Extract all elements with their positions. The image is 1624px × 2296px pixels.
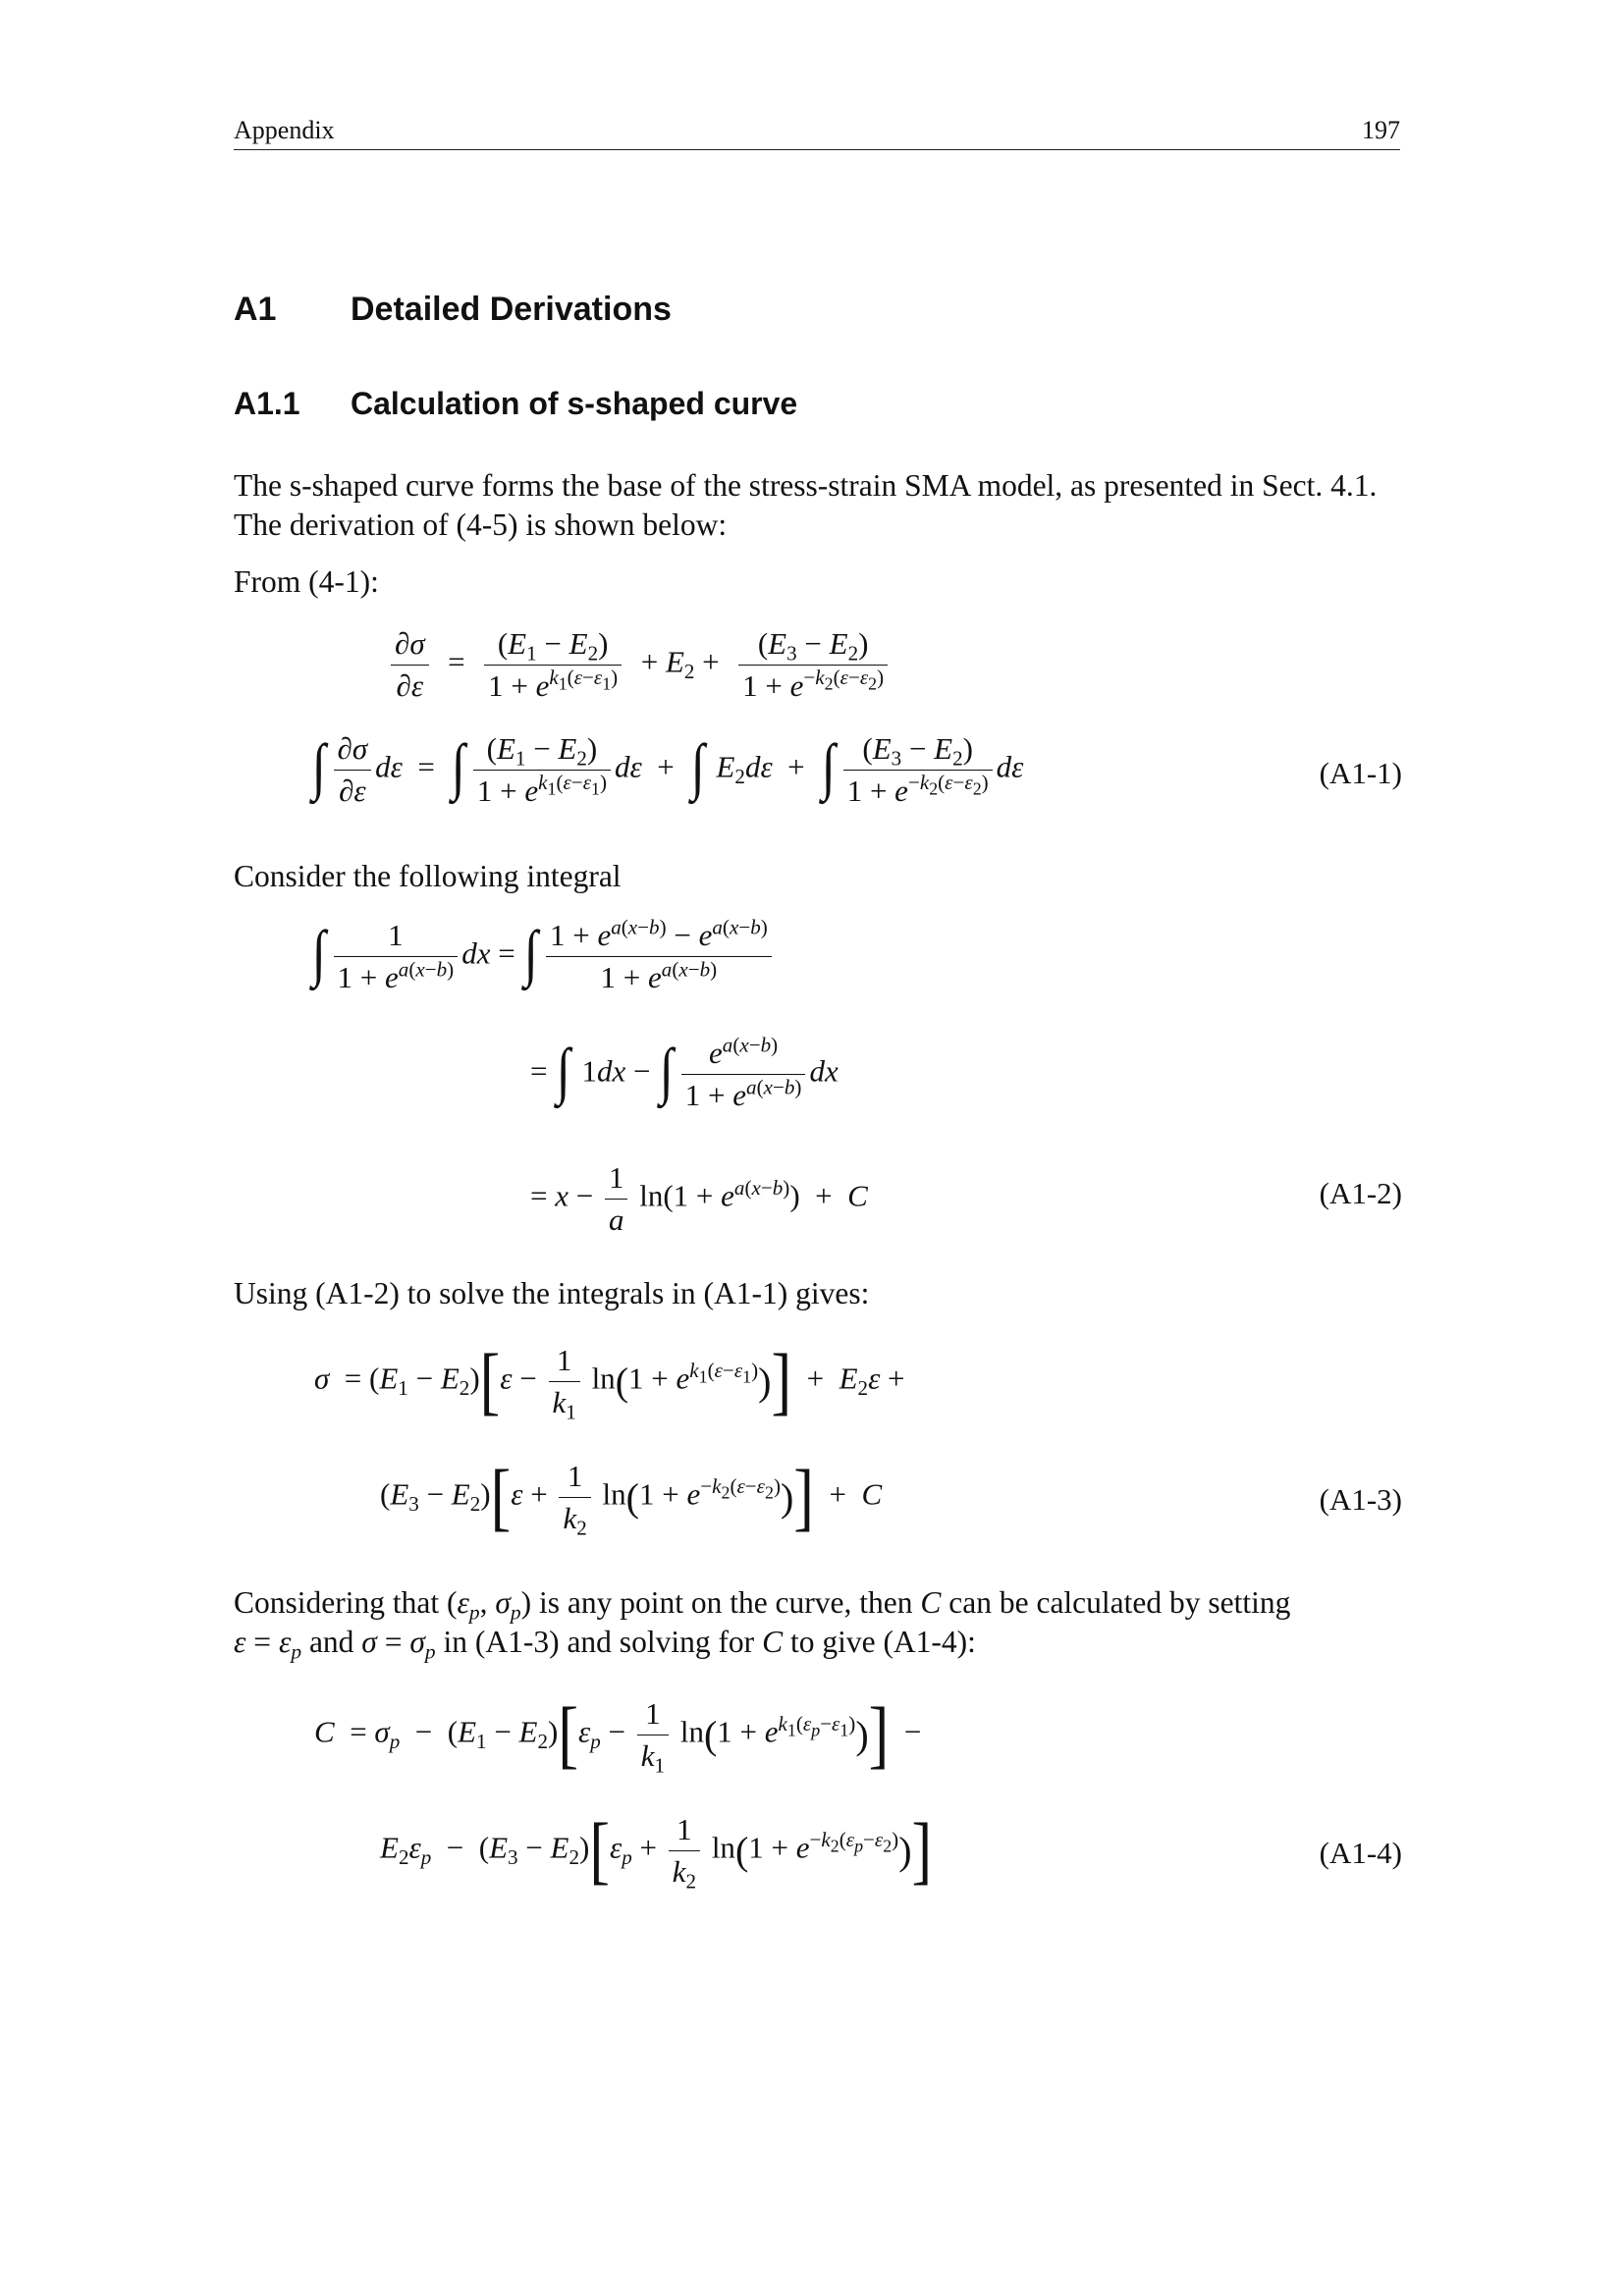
considering-text-a: Considering that ( (234, 1585, 458, 1620)
equation-label-a1-3: (A1-3) (1319, 1482, 1402, 1517)
considering-paragraph: Considering that ($\varepsilon_p$, $\sigma_p$) is any point on the curve, then C can be calculated by setting $\varepsilon = \varepsilon_p$ and $\sigma = \sigma_p$ in (A1-3) and solving for C to give (A1-4): (234, 1585, 1291, 1664)
equation-a1-4-line-2: $E_2\varepsilon_p - (E_3 - E_2)[\varepsilon_p$ + $\frac{1}{k_2}$ $\ln(1 + e^{-k_2(\varepsilon_p-\varepsilon_2)})$] (380, 1808, 933, 1894)
from-text: From (4-1): (234, 564, 379, 599)
equation-a1-4-line-1: $C = \sigma_p - (E_1 - E_2)[\varepsilon_p$ − $\frac{1}{k_1}$ $\ln(1 + e^{k_1(\varepsilon_p-\varepsilon_1)})$] − (314, 1692, 922, 1778)
equation-label-a1-2: (A1-2) (1319, 1176, 1402, 1210)
running-header (234, 110, 1400, 150)
consider-text: Consider the following integral (234, 859, 622, 893)
equation-label-a1-4: (A1-4) (1319, 1836, 1402, 1870)
subsection-title: Calculation of s-shaped curve (351, 386, 798, 421)
equation-a1-2-line-3: = x − $\frac{1}{a}$ $\ln(1 + e^{a(x-b)}) + C$ (530, 1160, 868, 1237)
header-title: Appendix (234, 116, 335, 144)
subsection-number: A1.1 (234, 386, 300, 421)
equation-a1-3-line-2: $(E_3 - E_2)[\varepsilon$ + $\frac{1}{k_2}$ $\ln(1 + e^{-k_2(\varepsilon-\varepsilon_2)})] + C$ (380, 1455, 883, 1540)
considering-text-e: to give (A1-4): (783, 1625, 976, 1659)
equation-a1-3-line-1: $\sigma = (E_1 - E_2)[\varepsilon$ − $\frac{1}{k_1}$ $\ln(1 + e^{k_1(\varepsilon-\varepsilon_1)})] + E_2\varepsilon$ + (314, 1339, 905, 1424)
equation-label-a1-1: (A1-1) (1319, 756, 1402, 790)
considering-text-b: ) is any point on the curve, then (520, 1585, 921, 1620)
section-title: Detailed Derivations (351, 291, 672, 328)
section-number: A1 (234, 291, 277, 328)
considering-text-d: in (A1-3) and solving for (435, 1625, 763, 1659)
using-text: Using (A1-2) to solve the integrals in (A1-1) gives: (234, 1276, 870, 1310)
considering-text-c: can be calculated by setting (941, 1585, 1291, 1620)
equation-a1-1: ∫ $\frac{\partial\sigma}{\partial\varepsilon}$ dε = ∫ $\frac{(E_1 - E_2)}{1 + e^{k_1(\varepsilon-\varepsilon_1)}}$ dε + ∫ $E_2d\varepsilon$ + ∫ $\frac{(E_3 - E_2)}{1 + e^{-k_2(\varepsilon-\varepsilon_2)}}$ dε (311, 730, 1024, 808)
intro-paragraph: The s-shaped curve forms the base of the stress-strain SMA model, as presented in Sect. 4.1. The derivation of (4-5) is shown below: (234, 468, 1378, 542)
equation-a1-2-line-1: ∫ $\frac{1}{1 + e^{a(x-b)}}$ dx = ∫ $\frac{1 + e^{a(x-b)} - e^{a(x-b)}}{1 + e^{a(x-b)}}$ (310, 918, 776, 995)
equation-derivative: $\frac{\partial\sigma}{\partial\varepsilon}$ = $\frac{(E_1 - E_2)}{1 + e^{k_1(\varepsilon-\varepsilon_1)}}$ + $E_2$ + $\frac{(E_3 - E_2)}{1 + e^{-k_2(\varepsilon-\varepsilon_2)}}$ (387, 626, 892, 704)
page-number: 197 (1362, 116, 1400, 144)
equation-a1-2-line-2: = ∫ 1dx − ∫ $\frac{e^{a(x-b)}}{1 + e^{a(x-b)}}$ dx (530, 1033, 839, 1112)
